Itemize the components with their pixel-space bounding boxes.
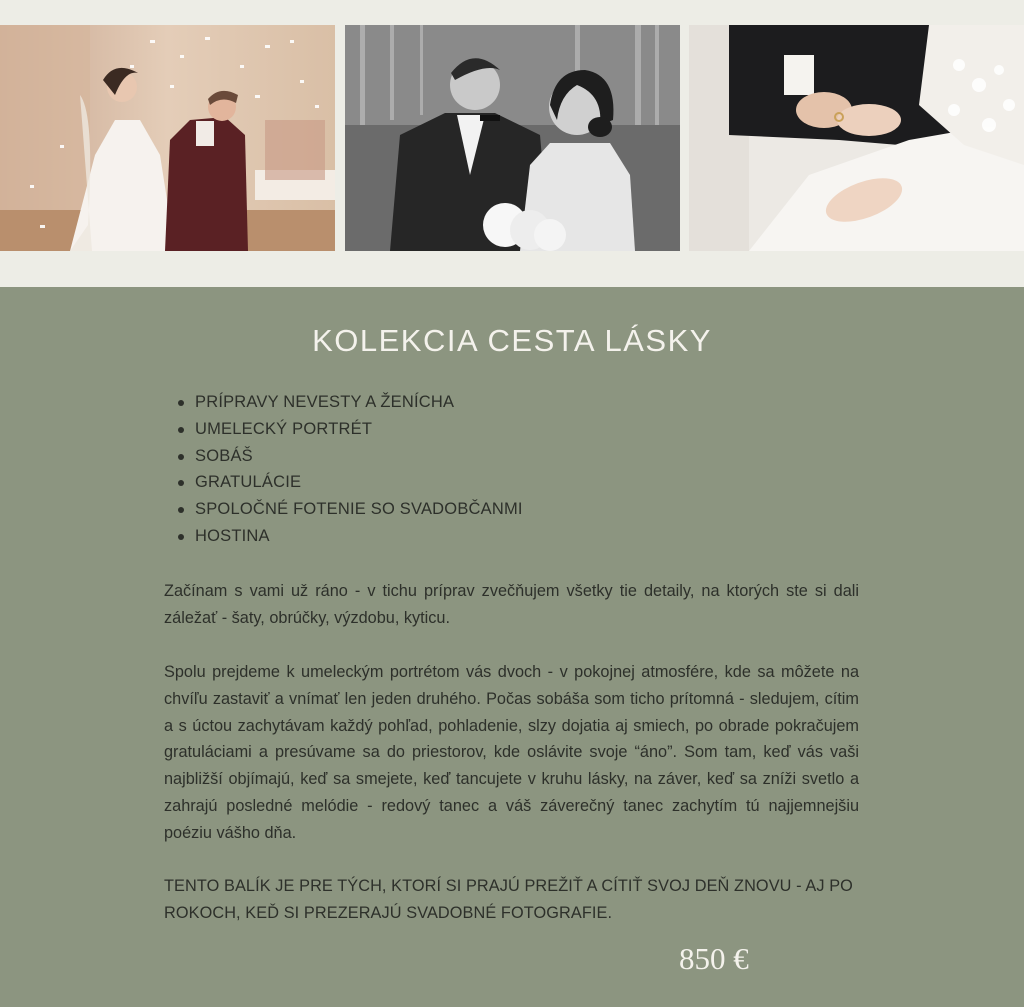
services-list bbox=[176, 389, 523, 550]
gallery-band bbox=[0, 0, 1024, 287]
list-item: GRATULÁCIE bbox=[176, 469, 523, 496]
list-item: HOSTINA bbox=[176, 523, 523, 550]
hands-ring-photo bbox=[689, 25, 1024, 251]
list-item: PRÍPRAVY NEVESTY A ŽENÍCHA bbox=[176, 389, 523, 416]
intro-paragraph: Začínam s vami už ráno - v tichu príprav zvečňujem všetky tie detaily, na ktorých ste si dali záležať - šaty, obrúčky, výzdobu, kyticu. bbox=[164, 582, 859, 627]
price-label: 850 € bbox=[679, 941, 749, 976]
collection-title: KOLEKCIA CESTA LÁSKY bbox=[312, 323, 712, 358]
collection-section bbox=[0, 287, 1024, 1007]
list-item: UMELECKÝ PORTRÉT bbox=[176, 416, 523, 443]
list-item: SPOLOČNÉ FOTENIE SO SVADOBČANMI bbox=[176, 496, 523, 523]
couple-forest-bw-photo bbox=[345, 25, 680, 251]
couple-dancing-confetti-photo bbox=[0, 25, 335, 251]
closing-paragraph: TENTO BALÍK JE PRE TÝCH, KTORÍ SI PRAJÚ PREŽIŤ A CÍTIŤ SVOJ DEŇ ZNOVU - AJ PO ROKOCH, KEĎ SI PREZERAJÚ SVADOBNÉ FOTOGRAFIE. bbox=[164, 877, 853, 922]
description-paragraph: Spolu prejdeme k umeleckým portrétom vás dvoch - v pokojnej atmosfére, kde sa môžete na chvíľu zastaviť a vnímať len jeden druhého. Počas sobáša som ticho prítomná - sledujem, cítim a s úctou zachytávam každý pohľad, pohladenie, slzy dojatia aj smiech, po obrade pokračujem gratuláciami a presúvame sa do priestorov, kde oslávite svoje “áno”. Som tam, keď vás vaši najbližší objímajú, keď sa smejete, keď tancujete v kruhu lásky, na záver, keď sa zníži svetlo a zahrajú posledné melódie - redový tanec a váš záverečný tanec zachytím tú najjemnejšiu poéziu vášho dňa. bbox=[164, 663, 859, 842]
list-item: SOBÁŠ bbox=[176, 443, 523, 470]
